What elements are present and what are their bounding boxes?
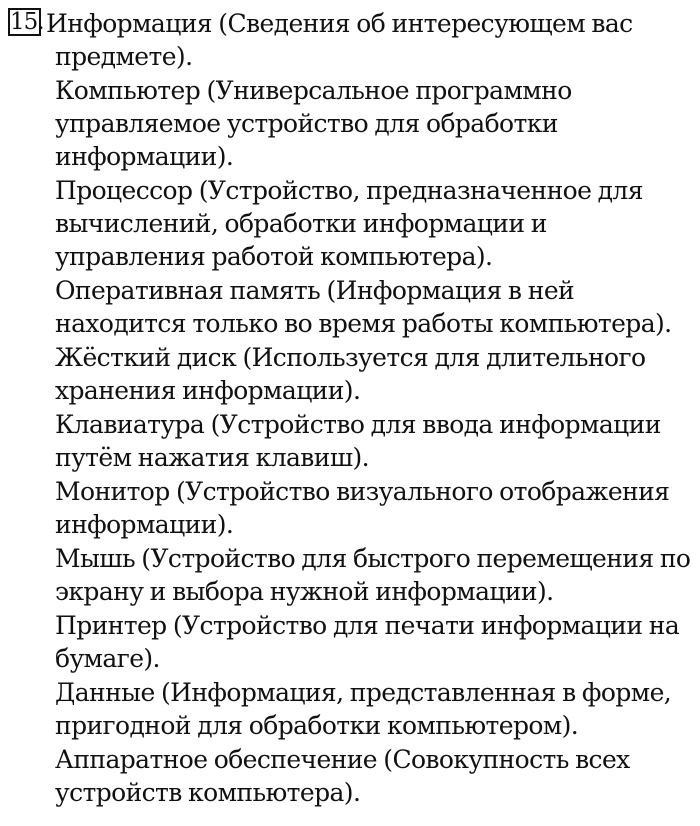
definition-data: Данные (Информация, представленная в форме, пригодной для обработки компьютером). [55, 678, 672, 740]
definition-monitor: Монитор (Устройство визуального отображения информации). [55, 477, 670, 539]
task-number-box: 15. [10, 9, 44, 35]
definition-keyboard: Клавиатура (Устройство для ввода информации путём нажатия клавиш). [55, 410, 661, 472]
definition-mouse: Мышь (Устройство для быстрого перемещения по экрану и выбора нужной информации). [55, 544, 691, 606]
definition-hard-disk: Жёсткий диск (Используется для длительного хранения информации). [55, 343, 646, 405]
definition-printer: Принтер (Устройство для печати информации на бумаге). [55, 611, 680, 673]
task-15 [8, 7, 692, 809]
definition-hardware: Аппаратное обеспечение (Совокупность всех устройств компьютера). [55, 745, 630, 807]
definition-processor: Процессор (Устройство, предназначенное для вычислений, обработки информации и управления работой компьютера). [55, 176, 643, 271]
definition-list [46, 7, 692, 809]
definition-computer: Компьютер (Универсальное программно управляемое устройство для обработки информации). [55, 76, 572, 171]
definition-ram: Оперативная память (Информация в ней находится только во время работы компьютера). [55, 276, 672, 338]
definition-information: Информация (Сведения об интересующем вас предмете). [46, 9, 633, 71]
